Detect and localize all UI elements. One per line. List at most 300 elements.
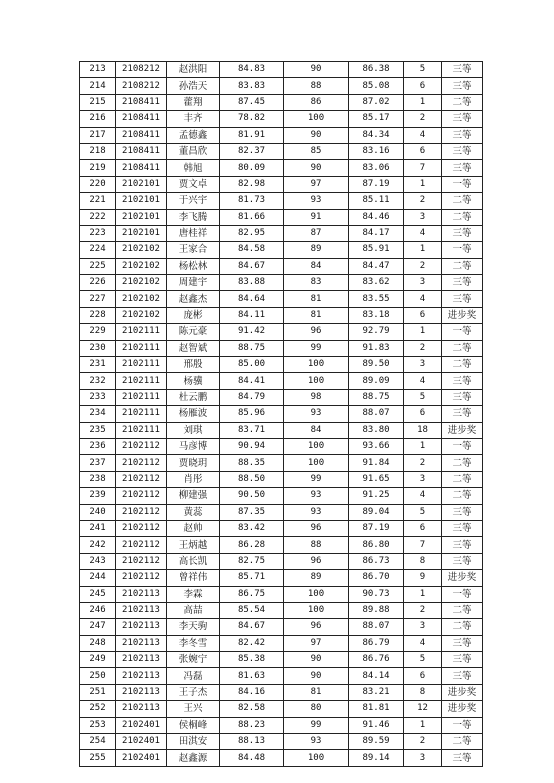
table-row: [80, 586, 483, 602]
row-index-cell: 233: [80, 389, 116, 405]
student-name-cell: 高长凯: [167, 553, 220, 569]
class-code-cell: 2102113: [116, 635, 167, 651]
rank-cell: 3: [404, 619, 442, 635]
class-code-cell: 2102111: [116, 406, 167, 422]
table-row: [80, 340, 483, 356]
class-code-cell: 2102113: [116, 652, 167, 668]
student-name-cell: 赵鑫源: [167, 750, 220, 766]
rank-cell: 2: [404, 258, 442, 274]
table-row: [80, 242, 483, 258]
award-level-cell: 二等: [442, 258, 483, 274]
row-index-cell: 237: [80, 455, 116, 471]
score-cell: 85.96: [220, 406, 284, 422]
score-cell: 81.73: [220, 193, 284, 209]
student-name-cell: 肖彤: [167, 471, 220, 487]
points-cell: 96: [284, 324, 349, 340]
score-cell: 87.35: [220, 504, 284, 520]
student-name-cell: 赵智斌: [167, 340, 220, 356]
class-code-cell: 2102401: [116, 750, 167, 766]
student-name-cell: 赵洪阳: [167, 62, 220, 78]
table-row: [80, 750, 483, 766]
student-name-cell: 董昌欣: [167, 143, 220, 159]
row-index-cell: 252: [80, 701, 116, 717]
row-index-cell: 245: [80, 586, 116, 602]
table-row: [80, 127, 483, 143]
class-code-cell: 2102102: [116, 307, 167, 323]
points-cell: 90: [284, 652, 349, 668]
total-score-cell: 83.55: [349, 291, 404, 307]
row-index-cell: 241: [80, 520, 116, 536]
row-index-cell: 217: [80, 127, 116, 143]
total-score-cell: 88.07: [349, 619, 404, 635]
row-index-cell: 243: [80, 553, 116, 569]
student-name-cell: 张婉宁: [167, 652, 220, 668]
rank-cell: 4: [404, 225, 442, 241]
rank-cell: 5: [404, 389, 442, 405]
score-cell: 81.66: [220, 209, 284, 225]
points-cell: 100: [284, 750, 349, 766]
total-score-cell: 85.08: [349, 78, 404, 94]
award-level-cell: 一等: [442, 176, 483, 192]
total-score-cell: 83.80: [349, 422, 404, 438]
class-code-cell: 2102111: [116, 422, 167, 438]
award-level-cell: 三等: [442, 537, 483, 553]
table-row: [80, 734, 483, 750]
row-index-cell: 244: [80, 570, 116, 586]
student-name-cell: 赵鑫杰: [167, 291, 220, 307]
rank-cell: 1: [404, 176, 442, 192]
table-row: [80, 668, 483, 684]
total-score-cell: 84.17: [349, 225, 404, 241]
row-index-cell: 239: [80, 488, 116, 504]
rank-cell: 5: [404, 62, 442, 78]
award-level-cell: 二等: [442, 357, 483, 373]
class-code-cell: 2102112: [116, 537, 167, 553]
table-row: [80, 652, 483, 668]
points-cell: 83: [284, 275, 349, 291]
table-row: [80, 537, 483, 553]
points-cell: 85: [284, 143, 349, 159]
rank-cell: 4: [404, 127, 442, 143]
rank-cell: 8: [404, 684, 442, 700]
award-level-cell: 二等: [442, 340, 483, 356]
student-name-cell: 王炳越: [167, 537, 220, 553]
table-row: [80, 111, 483, 127]
class-code-cell: 2108411: [116, 160, 167, 176]
award-level-cell: 二等: [442, 94, 483, 110]
total-score-cell: 87.19: [349, 520, 404, 536]
rank-cell: 1: [404, 94, 442, 110]
table-row: [80, 258, 483, 274]
total-score-cell: 84.34: [349, 127, 404, 143]
row-index-cell: 242: [80, 537, 116, 553]
table-row: [80, 553, 483, 569]
score-cell: 82.98: [220, 176, 284, 192]
award-level-cell: 一等: [442, 586, 483, 602]
class-code-cell: 2102113: [116, 684, 167, 700]
class-code-cell: 2102401: [116, 734, 167, 750]
table-row: [80, 78, 483, 94]
points-cell: 81: [284, 291, 349, 307]
row-index-cell: 221: [80, 193, 116, 209]
award-level-cell: 三等: [442, 111, 483, 127]
score-cell: 88.75: [220, 340, 284, 356]
award-level-cell: 进步奖: [442, 570, 483, 586]
row-index-cell: 246: [80, 602, 116, 618]
award-level-cell: 三等: [442, 78, 483, 94]
rank-cell: 6: [404, 143, 442, 159]
score-cell: 86.75: [220, 586, 284, 602]
points-cell: 99: [284, 340, 349, 356]
table-row: [80, 193, 483, 209]
score-cell: 82.95: [220, 225, 284, 241]
table-row: [80, 619, 483, 635]
rank-cell: 2: [404, 734, 442, 750]
total-score-cell: 88.07: [349, 406, 404, 422]
score-cell: 84.11: [220, 307, 284, 323]
row-index-cell: 250: [80, 668, 116, 684]
total-score-cell: 84.14: [349, 668, 404, 684]
class-code-cell: 2102113: [116, 602, 167, 618]
score-cell: 81.63: [220, 668, 284, 684]
class-code-cell: 2102102: [116, 275, 167, 291]
award-list-table: [79, 61, 483, 767]
score-cell: 84.67: [220, 258, 284, 274]
class-code-cell: 2102112: [116, 471, 167, 487]
score-cell: 86.28: [220, 537, 284, 553]
award-level-cell: 三等: [442, 520, 483, 536]
table-row: [80, 504, 483, 520]
row-index-cell: 236: [80, 438, 116, 454]
rank-cell: 18: [404, 422, 442, 438]
table-row: [80, 520, 483, 536]
points-cell: 96: [284, 619, 349, 635]
student-name-cell: 李霖: [167, 586, 220, 602]
rank-cell: 4: [404, 488, 442, 504]
rank-cell: 2: [404, 340, 442, 356]
total-score-cell: 91.46: [349, 717, 404, 733]
rank-cell: 5: [404, 652, 442, 668]
student-name-cell: 刘琪: [167, 422, 220, 438]
award-level-cell: 三等: [442, 635, 483, 651]
table-row: [80, 438, 483, 454]
row-index-cell: 215: [80, 94, 116, 110]
class-code-cell: 2102111: [116, 389, 167, 405]
rank-cell: 6: [404, 78, 442, 94]
table-row: [80, 684, 483, 700]
points-cell: 100: [284, 586, 349, 602]
award-level-cell: 一等: [442, 324, 483, 340]
points-cell: 81: [284, 307, 349, 323]
class-code-cell: 2102101: [116, 176, 167, 192]
row-index-cell: 216: [80, 111, 116, 127]
award-level-cell: 二等: [442, 488, 483, 504]
total-score-cell: 86.76: [349, 652, 404, 668]
row-index-cell: 248: [80, 635, 116, 651]
score-cell: 84.58: [220, 242, 284, 258]
award-level-cell: 二等: [442, 734, 483, 750]
points-cell: 93: [284, 193, 349, 209]
points-cell: 81: [284, 684, 349, 700]
total-score-cell: 86.80: [349, 537, 404, 553]
class-code-cell: 2102112: [116, 488, 167, 504]
row-index-cell: 219: [80, 160, 116, 176]
score-cell: 88.13: [220, 734, 284, 750]
row-index-cell: 223: [80, 225, 116, 241]
class-code-cell: 2108212: [116, 62, 167, 78]
points-cell: 89: [284, 570, 349, 586]
score-cell: 78.82: [220, 111, 284, 127]
class-code-cell: 2102401: [116, 717, 167, 733]
points-cell: 90: [284, 62, 349, 78]
table-row: [80, 62, 483, 78]
total-score-cell: 83.06: [349, 160, 404, 176]
award-level-cell: 三等: [442, 406, 483, 422]
table-row: [80, 209, 483, 225]
student-name-cell: 侯桐峰: [167, 717, 220, 733]
student-name-cell: 邢殷: [167, 357, 220, 373]
total-score-cell: 89.04: [349, 504, 404, 520]
student-name-cell: 黄蕊: [167, 504, 220, 520]
student-name-cell: 韩旭: [167, 160, 220, 176]
student-name-cell: 丰齐: [167, 111, 220, 127]
rank-cell: 7: [404, 160, 442, 176]
total-score-cell: 85.11: [349, 193, 404, 209]
rank-cell: 2: [404, 193, 442, 209]
points-cell: 87: [284, 225, 349, 241]
row-index-cell: 213: [80, 62, 116, 78]
student-name-cell: 杨松林: [167, 258, 220, 274]
rank-cell: 3: [404, 275, 442, 291]
rank-cell: 3: [404, 750, 442, 766]
student-name-cell: 王兴: [167, 701, 220, 717]
table-row: [80, 291, 483, 307]
points-cell: 90: [284, 668, 349, 684]
points-cell: 84: [284, 422, 349, 438]
class-code-cell: 2102102: [116, 291, 167, 307]
rank-cell: 2: [404, 111, 442, 127]
points-cell: 93: [284, 488, 349, 504]
class-code-cell: 2102112: [116, 438, 167, 454]
student-name-cell: 杨骥: [167, 373, 220, 389]
points-cell: 90: [284, 127, 349, 143]
award-level-cell: 三等: [442, 750, 483, 766]
award-level-cell: 一等: [442, 717, 483, 733]
class-code-cell: 2102113: [116, 619, 167, 635]
total-score-cell: 84.46: [349, 209, 404, 225]
student-name-cell: 曾祥伟: [167, 570, 220, 586]
rank-cell: 1: [404, 242, 442, 258]
score-cell: 85.71: [220, 570, 284, 586]
row-index-cell: 218: [80, 143, 116, 159]
award-level-cell: 一等: [442, 242, 483, 258]
score-cell: 88.23: [220, 717, 284, 733]
total-score-cell: 89.88: [349, 602, 404, 618]
student-name-cell: 贾文卓: [167, 176, 220, 192]
student-name-cell: 高喆: [167, 602, 220, 618]
student-name-cell: 唐桂祥: [167, 225, 220, 241]
award-level-cell: 进步奖: [442, 422, 483, 438]
score-cell: 84.48: [220, 750, 284, 766]
award-level-cell: 三等: [442, 62, 483, 78]
total-score-cell: 90.73: [349, 586, 404, 602]
score-cell: 85.54: [220, 602, 284, 618]
row-index-cell: 222: [80, 209, 116, 225]
rank-cell: 12: [404, 701, 442, 717]
table-row: [80, 176, 483, 192]
points-cell: 100: [284, 602, 349, 618]
row-index-cell: 224: [80, 242, 116, 258]
award-level-cell: 进步奖: [442, 684, 483, 700]
student-name-cell: 周建宇: [167, 275, 220, 291]
total-score-cell: 81.81: [349, 701, 404, 717]
row-index-cell: 227: [80, 291, 116, 307]
table-row: [80, 422, 483, 438]
score-cell: 82.75: [220, 553, 284, 569]
award-level-cell: 二等: [442, 602, 483, 618]
row-index-cell: 254: [80, 734, 116, 750]
row-index-cell: 229: [80, 324, 116, 340]
class-code-cell: 2102112: [116, 553, 167, 569]
student-name-cell: 杨雁波: [167, 406, 220, 422]
row-index-cell: 220: [80, 176, 116, 192]
rank-cell: 1: [404, 586, 442, 602]
score-cell: 84.67: [220, 619, 284, 635]
points-cell: 100: [284, 357, 349, 373]
student-name-cell: 马彦博: [167, 438, 220, 454]
total-score-cell: 92.79: [349, 324, 404, 340]
rank-cell: 4: [404, 373, 442, 389]
row-index-cell: 238: [80, 471, 116, 487]
student-name-cell: 于兴宇: [167, 193, 220, 209]
student-name-cell: 贾晓玥: [167, 455, 220, 471]
row-index-cell: 247: [80, 619, 116, 635]
award-level-cell: 三等: [442, 373, 483, 389]
total-score-cell: 85.91: [349, 242, 404, 258]
total-score-cell: 83.21: [349, 684, 404, 700]
student-name-cell: 王家合: [167, 242, 220, 258]
table-row: [80, 324, 483, 340]
score-cell: 88.50: [220, 471, 284, 487]
row-index-cell: 255: [80, 750, 116, 766]
award-level-cell: 二等: [442, 193, 483, 209]
class-code-cell: 2108411: [116, 94, 167, 110]
score-cell: 91.42: [220, 324, 284, 340]
points-cell: 86: [284, 94, 349, 110]
total-score-cell: 91.83: [349, 340, 404, 356]
points-cell: 99: [284, 471, 349, 487]
total-score-cell: 87.19: [349, 176, 404, 192]
table-row: [80, 225, 483, 241]
total-score-cell: 86.38: [349, 62, 404, 78]
rank-cell: 4: [404, 291, 442, 307]
class-code-cell: 2102113: [116, 586, 167, 602]
award-level-cell: 二等: [442, 209, 483, 225]
class-code-cell: 2102101: [116, 209, 167, 225]
rank-cell: 6: [404, 668, 442, 684]
points-cell: 100: [284, 111, 349, 127]
total-score-cell: 83.18: [349, 307, 404, 323]
score-cell: 83.83: [220, 78, 284, 94]
total-score-cell: 89.14: [349, 750, 404, 766]
total-score-cell: 91.25: [349, 488, 404, 504]
class-code-cell: 2108411: [116, 143, 167, 159]
total-score-cell: 93.66: [349, 438, 404, 454]
score-cell: 83.42: [220, 520, 284, 536]
points-cell: 89: [284, 242, 349, 258]
rank-cell: 1: [404, 438, 442, 454]
points-cell: 90: [284, 160, 349, 176]
row-index-cell: 225: [80, 258, 116, 274]
table-row: [80, 389, 483, 405]
rank-cell: 3: [404, 357, 442, 373]
class-code-cell: 2102101: [116, 225, 167, 241]
rank-cell: 1: [404, 324, 442, 340]
student-name-cell: 杜云鹏: [167, 389, 220, 405]
row-index-cell: 228: [80, 307, 116, 323]
points-cell: 100: [284, 373, 349, 389]
table-row: [80, 143, 483, 159]
total-score-cell: 86.73: [349, 553, 404, 569]
class-code-cell: 2102102: [116, 242, 167, 258]
total-score-cell: 86.79: [349, 635, 404, 651]
table-row: [80, 275, 483, 291]
points-cell: 97: [284, 635, 349, 651]
points-cell: 84: [284, 258, 349, 274]
table-row: [80, 373, 483, 389]
class-code-cell: 2102111: [116, 340, 167, 356]
award-level-cell: 三等: [442, 275, 483, 291]
score-cell: 83.71: [220, 422, 284, 438]
row-index-cell: 253: [80, 717, 116, 733]
student-name-cell: 孙浩天: [167, 78, 220, 94]
points-cell: 93: [284, 406, 349, 422]
class-code-cell: 2102113: [116, 701, 167, 717]
total-score-cell: 89.09: [349, 373, 404, 389]
rank-cell: 4: [404, 635, 442, 651]
class-code-cell: 2108411: [116, 127, 167, 143]
row-index-cell: 249: [80, 652, 116, 668]
table-row: [80, 455, 483, 471]
total-score-cell: 86.70: [349, 570, 404, 586]
student-name-cell: 李飞腾: [167, 209, 220, 225]
class-code-cell: 2102111: [116, 357, 167, 373]
row-index-cell: 240: [80, 504, 116, 520]
table-row: [80, 570, 483, 586]
award-level-cell: 三等: [442, 160, 483, 176]
points-cell: 96: [284, 520, 349, 536]
points-cell: 100: [284, 455, 349, 471]
points-cell: 98: [284, 389, 349, 405]
award-level-cell: 三等: [442, 504, 483, 520]
row-index-cell: 234: [80, 406, 116, 422]
rank-cell: 6: [404, 520, 442, 536]
award-level-cell: 进步奖: [442, 701, 483, 717]
class-code-cell: 2108212: [116, 78, 167, 94]
award-level-cell: 三等: [442, 389, 483, 405]
total-score-cell: 87.02: [349, 94, 404, 110]
table-row: [80, 701, 483, 717]
table-row: [80, 488, 483, 504]
points-cell: 93: [284, 504, 349, 520]
total-score-cell: 89.59: [349, 734, 404, 750]
rank-cell: 1: [404, 717, 442, 733]
points-cell: 99: [284, 717, 349, 733]
total-score-cell: 89.50: [349, 357, 404, 373]
score-cell: 82.42: [220, 635, 284, 651]
award-level-cell: 二等: [442, 455, 483, 471]
class-code-cell: 2102101: [116, 193, 167, 209]
